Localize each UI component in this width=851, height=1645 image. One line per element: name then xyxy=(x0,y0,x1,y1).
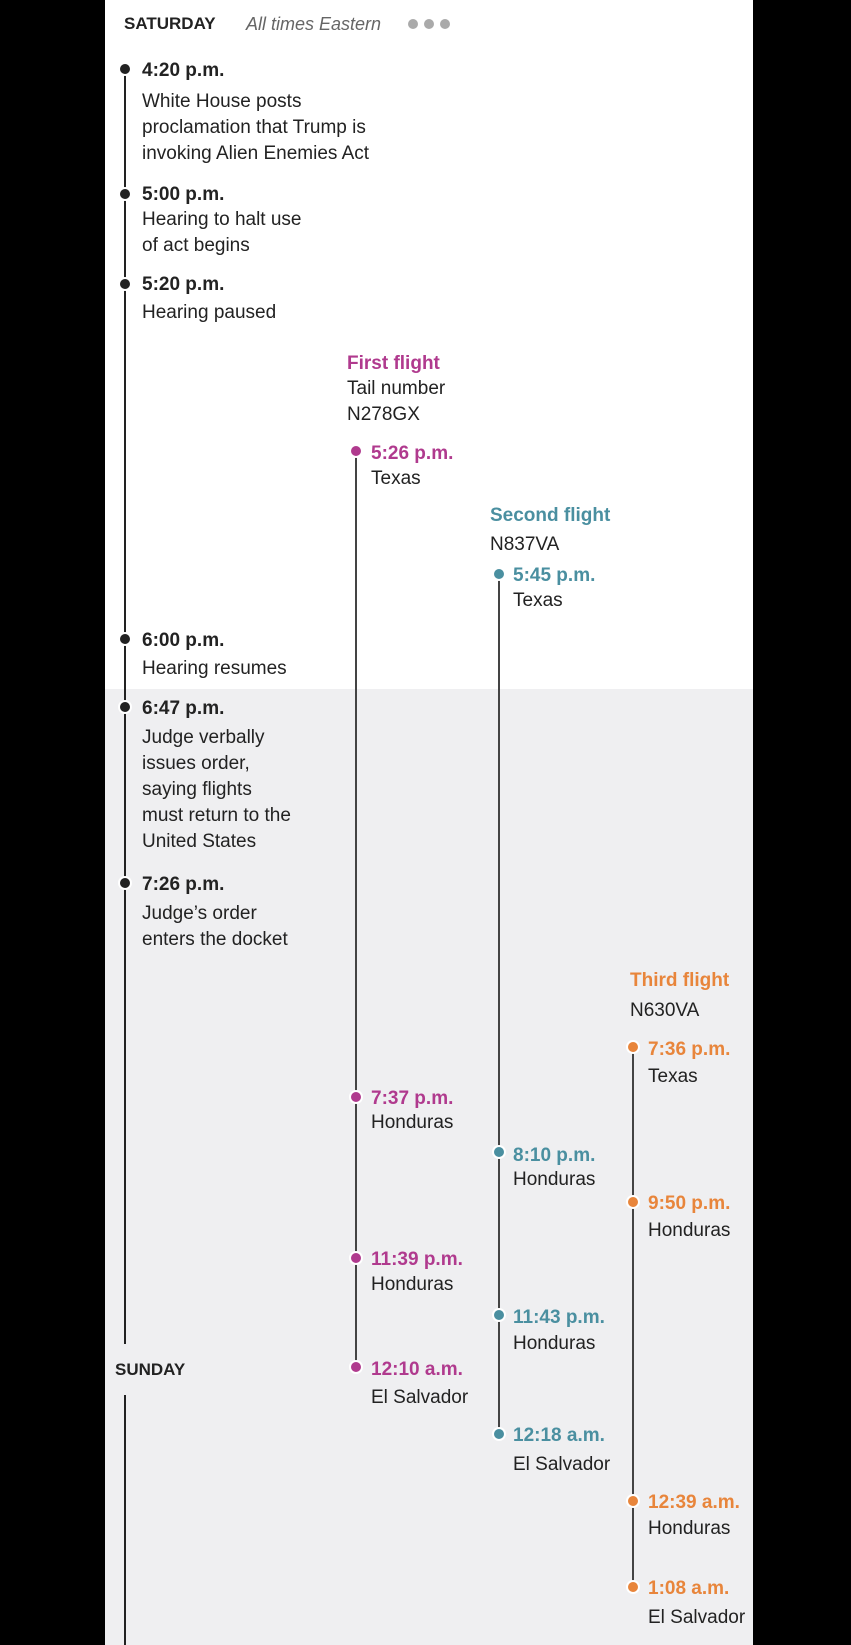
first-flight-dot xyxy=(349,1251,363,1265)
third-flight-time: 1:08 a.m. xyxy=(648,1578,730,1599)
first-flight-dot xyxy=(349,1090,363,1104)
third-flight-subtitle: N630VA xyxy=(630,1000,700,1021)
first-flight-dot xyxy=(349,444,363,458)
second-flight-line xyxy=(498,574,500,1435)
third-flight-dot xyxy=(626,1494,640,1508)
court-event-text-line: enters the docket xyxy=(142,929,288,950)
second-flight-dot xyxy=(492,1308,506,1322)
court-event-text-line: invoking Alien Enemies Act xyxy=(142,143,370,164)
first-flight-time: 11:39 p.m. xyxy=(371,1249,463,1270)
court-event-dot xyxy=(118,277,132,291)
first-flight-time: 12:10 a.m. xyxy=(371,1359,463,1380)
court-event-text: Hearing paused xyxy=(142,302,277,323)
first-flight-place: Honduras xyxy=(371,1112,454,1133)
court-event-text: Hearing resumes xyxy=(142,658,287,679)
timezone-note: All times Eastern xyxy=(246,14,382,34)
third-flight-place: Honduras xyxy=(648,1518,731,1539)
court-event-dot xyxy=(118,187,132,201)
third-flight-dot xyxy=(626,1195,640,1209)
timeline-graphic xyxy=(105,0,753,1645)
third-flight-dot xyxy=(626,1580,640,1594)
third-flight-dot xyxy=(626,1040,640,1054)
second-flight-subtitle: N837VA xyxy=(490,534,560,555)
third-flight-time: 12:39 a.m. xyxy=(648,1492,740,1513)
court-event-text-line: must return to the xyxy=(142,805,291,826)
first-flight-place: Texas xyxy=(371,468,421,489)
court-event-text-line: saying flights xyxy=(142,779,252,800)
court-timeline-line-sunday xyxy=(124,1395,126,1645)
third-flight-place: El Salvador xyxy=(648,1607,746,1628)
second-flight-dot xyxy=(492,1145,506,1159)
court-event-text-line: issues order, xyxy=(142,753,250,774)
court-event-dot xyxy=(118,62,132,76)
first-flight-subtitle-line: N278GX xyxy=(347,404,420,425)
court-event-text-line: White House posts xyxy=(142,91,302,112)
second-flight-place: El Salvador xyxy=(513,1454,611,1475)
second-flight-time: 12:18 a.m. xyxy=(513,1425,605,1446)
first-flight-dot xyxy=(349,1360,363,1374)
first-flight-place: El Salvador xyxy=(371,1387,469,1408)
court-event-time: 4:20 p.m. xyxy=(142,60,225,81)
court-event-text-line: of act begins xyxy=(142,235,250,256)
court-event-time: 7:26 p.m. xyxy=(142,874,225,895)
third-flight-time: 7:36 p.m. xyxy=(648,1039,731,1060)
first-flight-time: 7:37 p.m. xyxy=(371,1088,454,1109)
saturday-label: SATURDAY xyxy=(124,14,216,33)
first-flight-subtitle-line: Tail number xyxy=(347,378,446,399)
second-flight-time: 5:45 p.m. xyxy=(513,565,596,586)
first-flight-title: First flight xyxy=(347,353,440,374)
second-flight-dot xyxy=(492,1427,506,1441)
first-flight-time: 5:26 p.m. xyxy=(371,443,454,464)
second-flight-dot xyxy=(492,567,506,581)
more-dots-icon xyxy=(408,0,456,40)
court-event-time: 6:00 p.m. xyxy=(142,630,225,651)
court-event-text-line: United States xyxy=(142,831,257,852)
third-flight-title: Third flight xyxy=(630,970,730,991)
court-event-text-line: Judge verbally xyxy=(142,727,265,748)
second-flight-title: Second flight xyxy=(490,505,611,526)
first-flight-place: Honduras xyxy=(371,1274,454,1295)
second-flight-time: 8:10 p.m. xyxy=(513,1145,596,1166)
third-flight-place: Texas xyxy=(648,1066,698,1087)
court-event-dot xyxy=(118,876,132,890)
court-event-time: 5:00 p.m. xyxy=(142,184,225,205)
third-flight-place: Honduras xyxy=(648,1220,731,1241)
second-flight-place: Texas xyxy=(513,590,563,611)
second-flight-time: 11:43 p.m. xyxy=(513,1307,605,1328)
second-flight-place: Honduras xyxy=(513,1333,596,1354)
court-event-time: 6:47 p.m. xyxy=(142,698,225,719)
court-event-text-line: Hearing to halt use xyxy=(142,209,302,230)
third-flight-time: 9:50 p.m. xyxy=(648,1193,731,1214)
court-event-dot xyxy=(118,700,132,714)
court-event-time: 5:20 p.m. xyxy=(142,274,225,295)
sunday-label: SUNDAY xyxy=(115,1360,186,1379)
court-event-text-line: proclamation that Trump is xyxy=(142,117,366,138)
second-flight-place: Honduras xyxy=(513,1169,596,1190)
first-flight-line xyxy=(355,451,357,1367)
court-event-dot xyxy=(118,632,132,646)
court-event-text-line: Judge’s order xyxy=(142,903,257,924)
